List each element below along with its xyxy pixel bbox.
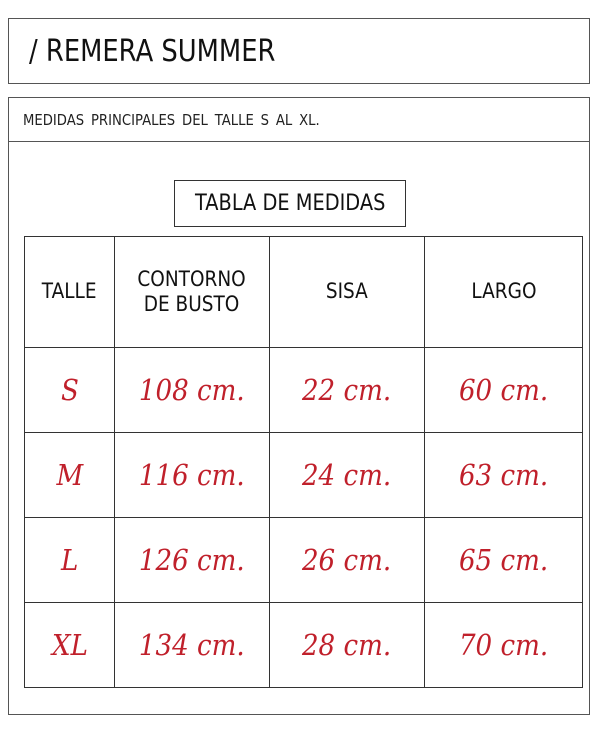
cell-sisa: 24 cm. <box>270 433 425 518</box>
cell-largo: 60 cm. <box>425 348 583 433</box>
table-title-box <box>174 180 406 227</box>
cell-bust: 126 cm. <box>115 518 270 603</box>
cell-sisa: 22 cm. <box>270 348 425 433</box>
header-contorno-de-busto: CONTORNO DE BUSTO <box>115 237 270 348</box>
cell-sisa: 28 cm. <box>270 603 425 688</box>
cell-largo: 65 cm. <box>425 518 583 603</box>
table-header-row <box>25 237 583 348</box>
cell-size: XL <box>25 603 115 688</box>
page-title: / REMERA SUMMER <box>29 33 276 69</box>
header-largo: LARGO <box>425 237 583 348</box>
subtitle-row <box>9 98 589 142</box>
cell-size: S <box>25 348 115 433</box>
cell-sisa: 26 cm. <box>270 518 425 603</box>
table-row <box>25 433 583 518</box>
size-table <box>24 236 583 688</box>
header-sisa: SISA <box>270 237 425 348</box>
cell-largo: 70 cm. <box>425 603 583 688</box>
size-chart-panel <box>8 97 590 715</box>
table-row <box>25 603 583 688</box>
table-row <box>25 518 583 603</box>
cell-size: M <box>25 433 115 518</box>
cell-bust: 134 cm. <box>115 603 270 688</box>
header-box <box>8 18 590 84</box>
cell-bust: 108 cm. <box>115 348 270 433</box>
table-title: TABLA DE MEDIDAS <box>194 191 386 216</box>
subtitle: MEDIDAS PRINCIPALES DEL TALLE S AL XL. <box>23 110 320 129</box>
cell-largo: 63 cm. <box>425 433 583 518</box>
cell-size: L <box>25 518 115 603</box>
header-talle: TALLE <box>25 237 115 348</box>
table-row <box>25 348 583 433</box>
cell-bust: 116 cm. <box>115 433 270 518</box>
